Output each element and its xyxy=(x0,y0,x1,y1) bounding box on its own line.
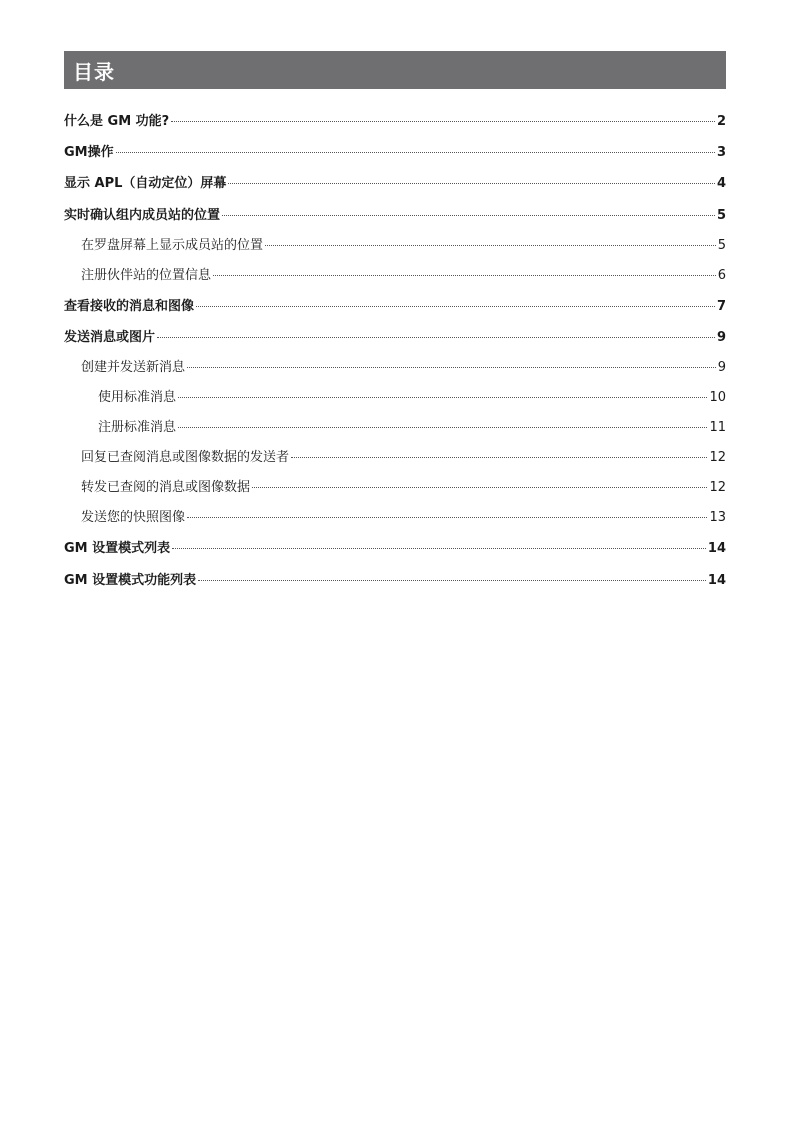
toc-dot-leader xyxy=(228,183,715,184)
toc-entry-page: 7 xyxy=(716,299,726,314)
toc-entry-label: 发送消息或图片 xyxy=(64,330,156,345)
toc-entry-label: GM 设置模式功能列表 xyxy=(64,573,197,588)
toc-entry[interactable] xyxy=(64,418,726,438)
toc-entry-page: 12 xyxy=(709,450,726,465)
toc-dot-leader xyxy=(157,337,715,338)
toc-entry-page: 2 xyxy=(716,114,726,129)
toc-entry-label: GM 设置模式列表 xyxy=(64,541,171,556)
toc-dot-leader xyxy=(196,306,715,307)
toc-dot-leader xyxy=(198,580,706,581)
toc-entry-label: 查看接收的消息和图像 xyxy=(64,299,195,314)
toc-entry-page: 14 xyxy=(707,573,726,588)
toc-entry[interactable] xyxy=(64,388,726,408)
toc-dot-leader xyxy=(222,215,715,216)
toc-entry-page: 5 xyxy=(717,238,726,253)
toc-entry-page: 9 xyxy=(716,330,726,345)
toc-entry[interactable] xyxy=(64,358,726,378)
toc-entry-page: 5 xyxy=(716,208,726,223)
toc-entry-label: 在罗盘屏幕上显示成员站的位置 xyxy=(81,238,264,253)
toc-dot-leader xyxy=(187,367,716,368)
toc-entry-page: 9 xyxy=(717,360,726,375)
toc-entry[interactable] xyxy=(64,478,726,498)
toc-entry-page: 11 xyxy=(709,420,726,435)
toc-dot-leader xyxy=(252,487,707,488)
toc-dot-leader xyxy=(172,548,706,549)
toc-entry[interactable] xyxy=(64,571,726,591)
toc-dot-leader xyxy=(178,427,707,428)
toc-entry-label: 注册标准消息 xyxy=(98,420,177,435)
toc-entry-label: 回复已查阅消息或图像数据的发送者 xyxy=(81,450,290,465)
toc-entry-label: 发送您的快照图像 xyxy=(81,510,186,525)
toc-entry-label: 显示 APL（自动定位）屏幕 xyxy=(64,176,227,191)
toc-entry-page: 4 xyxy=(716,176,726,191)
toc-title-bar xyxy=(64,51,726,89)
toc-dot-leader xyxy=(265,245,716,246)
toc-dot-leader xyxy=(178,397,707,398)
toc-entry-label: 注册伙伴站的位置信息 xyxy=(81,268,212,283)
toc-dot-leader xyxy=(187,517,707,518)
toc-dot-leader xyxy=(291,457,707,458)
toc-entry[interactable] xyxy=(64,236,726,256)
toc-entry-page: 12 xyxy=(709,480,726,495)
toc-entry[interactable] xyxy=(64,448,726,468)
toc-entry[interactable] xyxy=(64,174,726,194)
toc-entry-page: 10 xyxy=(709,390,726,405)
toc-entry[interactable] xyxy=(64,508,726,528)
toc-entry-label: GM操作 xyxy=(64,145,114,160)
toc-entry-page: 13 xyxy=(709,510,726,525)
toc-entry-label: 转发已查阅的消息或图像数据 xyxy=(81,480,251,495)
toc-entry[interactable] xyxy=(64,143,726,163)
toc-entry[interactable] xyxy=(64,297,726,317)
toc-entry-label: 创建并发送新消息 xyxy=(81,360,186,375)
toc-entry[interactable] xyxy=(64,206,726,226)
toc-entry-page: 6 xyxy=(717,268,726,283)
toc-entry-label: 什么是 GM 功能? xyxy=(64,114,170,129)
toc-entry[interactable] xyxy=(64,539,726,559)
toc-entry-label: 使用标准消息 xyxy=(98,390,177,405)
toc-entry[interactable] xyxy=(64,266,726,286)
toc-dot-leader xyxy=(171,121,715,122)
toc-entry-label: 实时确认组内成员站的位置 xyxy=(64,208,221,223)
toc-dot-leader xyxy=(116,152,715,153)
toc-entry[interactable] xyxy=(64,328,726,348)
toc-entry[interactable] xyxy=(64,112,726,132)
toc-entry-page: 3 xyxy=(716,145,726,160)
toc-dot-leader xyxy=(213,275,716,276)
page-title: 目录 xyxy=(73,59,115,84)
toc-entry-page: 14 xyxy=(707,541,726,556)
